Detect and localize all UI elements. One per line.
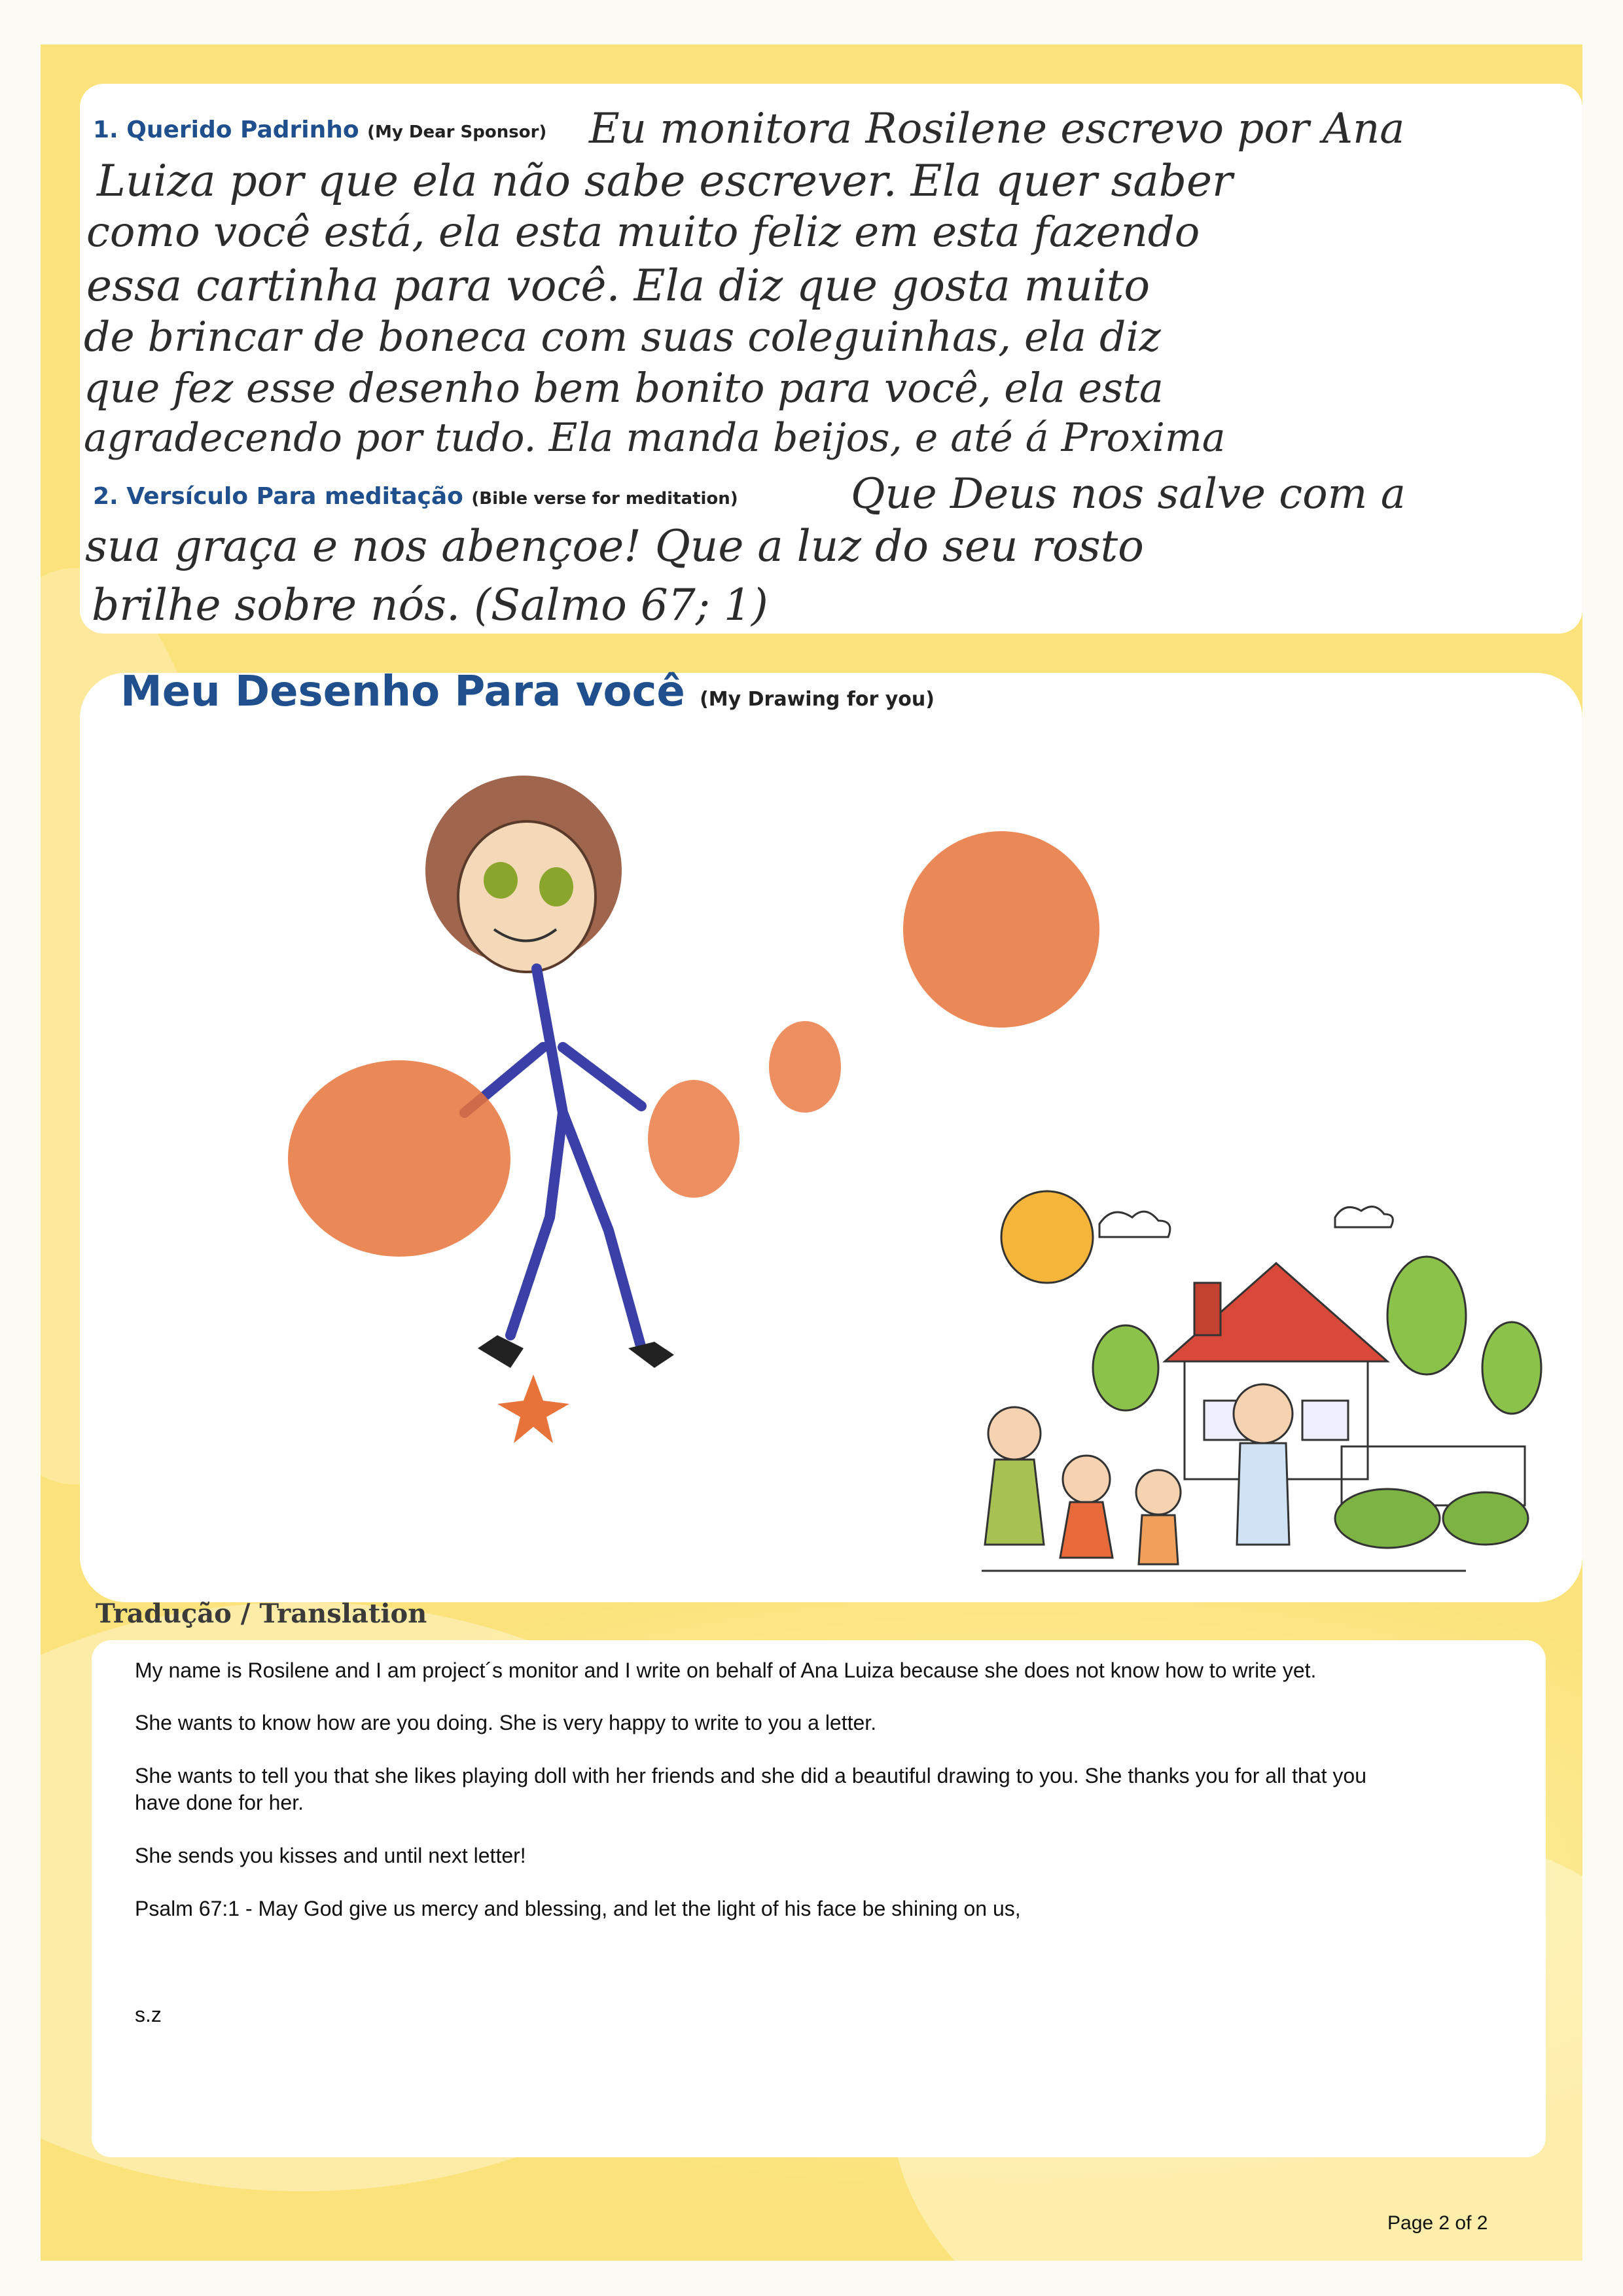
translation-paragraph: She wants to tell you that she likes playing doll with her friends and she did a beautiful drawing to you. She thanks you for all that you [135, 1764, 1367, 1787]
tree-icon [1482, 1322, 1541, 1414]
bush [1443, 1492, 1528, 1545]
orange-scribble-left [288, 1060, 510, 1257]
drawing-subtitle: (My Drawing for you) [700, 688, 935, 711]
section1-sublabel: (My Dear Sponsor) [367, 122, 547, 142]
orange-star [497, 1374, 569, 1443]
house-window [1302, 1401, 1348, 1440]
handwriting-line: agradecendo por tudo. Ela manda beijos, e até á Proxima [84, 415, 1226, 461]
bush [1335, 1489, 1440, 1548]
page-number: Page 2 of 2 [1387, 2212, 1488, 2234]
tree-icon [1093, 1325, 1158, 1410]
left-shoe [478, 1335, 524, 1368]
translation-paragraph: She sends you kisses and until next letter! [135, 1844, 526, 1867]
tree-icon [1387, 1257, 1466, 1374]
family-member-head [1063, 1456, 1110, 1503]
handwriting-line: como você está, ela esta muito feliz em esta fazendo [86, 208, 1200, 257]
orange-hand-right [769, 1021, 841, 1113]
family-member-dress [1060, 1502, 1113, 1558]
handwriting-line: Que Deus nos salve com a [851, 470, 1406, 518]
section2-label: 2. Versículo Para meditação (Bible verse for meditation) [93, 483, 738, 510]
handwriting-line: sua graça e nos abençoe! Que a luz do seu rosto [85, 521, 1144, 571]
family-member-body [1237, 1443, 1289, 1545]
family-member-head [1136, 1470, 1181, 1515]
family-member-body [1139, 1515, 1178, 1564]
handwriting-line: que fez esse desenho bem bonito para você, ela esta [84, 364, 1164, 412]
family-member-head [1234, 1384, 1293, 1443]
handwriting-line: essa cartinha para você. Ela diz que gosta muito [86, 260, 1150, 311]
handwriting-line: Eu monitora Rosilene escrevo por Ana [589, 105, 1405, 153]
face [458, 821, 596, 972]
right-eye [539, 867, 573, 906]
section2-sublabel: (Bible verse for meditation) [471, 489, 738, 509]
translation-heading: Tradução / Translation [96, 1598, 427, 1629]
cloud-icon [1335, 1207, 1393, 1227]
handwriting-line: brilhe sobre nós. (Salmo 67; 1) [92, 580, 768, 630]
family-member-dress [985, 1460, 1044, 1545]
family-member-head [988, 1407, 1041, 1460]
chimney [1194, 1283, 1221, 1335]
cloud-icon [1099, 1211, 1170, 1237]
translation-signature: s.z [135, 2003, 162, 2026]
family-house-illustration [969, 1152, 1544, 1623]
handwriting-line: Luiza por que ela não sabe escrever. Ela quer saber [97, 156, 1233, 206]
translation-paragraph: She wants to know how are you doing. She is very happy to write to you a letter. [135, 1711, 877, 1734]
right-shoe [628, 1342, 674, 1368]
orange-sun-scribble [903, 831, 1099, 1028]
translation-paragraph: Psalm 67:1 - May God give us mercy and blessing, and let the light of his face be shining on us, [135, 1897, 1021, 1920]
sun-icon [1001, 1191, 1093, 1283]
translation-paragraph: My name is Rosilene and I am project´s monitor and I write on behalf of Ana Luiza because she does not know how to write yet. [135, 1659, 1317, 1682]
left-eye [484, 862, 518, 899]
translation-paragraph: have done for her. [135, 1791, 304, 1814]
drawing-title: Meu Desenho Para você (My Drawing for you) [120, 668, 935, 716]
section1-label: 1. Querido Padrinho (My Dear Sponsor) [93, 117, 547, 143]
orange-hand-left [648, 1080, 740, 1198]
handwriting-line: de brincar de boneca com suas coleguinhas, ela diz [84, 313, 1161, 361]
